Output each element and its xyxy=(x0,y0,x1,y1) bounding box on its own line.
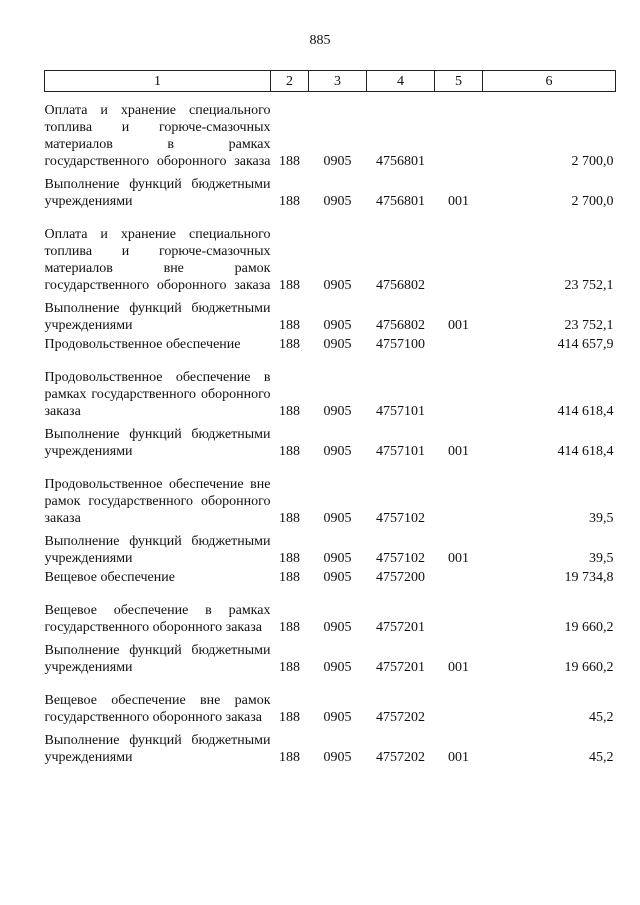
row-col-5 xyxy=(435,567,483,586)
row-name: Вещевое обеспечение в рамках государственного оборонного заказа xyxy=(44,603,271,635)
row-col-3: 0905 xyxy=(323,620,352,635)
row-col-6: 39,5 xyxy=(589,511,614,526)
page-number: 885 xyxy=(309,33,331,48)
row-col-2: 188 xyxy=(279,620,300,635)
row-col-3: 0905 xyxy=(323,154,352,169)
row-col-2: 188 xyxy=(279,337,300,352)
header-col-3: 3 xyxy=(309,71,367,92)
row-col-2: 188 xyxy=(279,551,300,566)
row-col-4: 4756802 xyxy=(376,278,425,293)
header-col-5: 5 xyxy=(435,71,483,92)
row-col-3: 0905 xyxy=(323,570,352,585)
table-row xyxy=(45,334,616,353)
table-row xyxy=(45,294,616,334)
row-name: Выполнение функций бюджетными учреждениями xyxy=(44,301,271,333)
row-col-2: 188 xyxy=(279,750,300,765)
row-name: Выполнение функций бюджетными учреждениями xyxy=(44,534,271,566)
header-row xyxy=(45,71,616,92)
row-col-5 xyxy=(435,353,483,420)
row-col-4: 4757101 xyxy=(376,404,425,419)
row-col-3: 0905 xyxy=(323,404,352,419)
row-col-3: 0905 xyxy=(323,444,352,459)
row-col-3: 0905 xyxy=(323,318,352,333)
table-row xyxy=(45,726,616,766)
row-col-3: 0905 xyxy=(323,710,352,725)
row-col-6: 45,2 xyxy=(589,710,614,725)
row-col-5 xyxy=(435,92,483,171)
row-name: Выполнение функций бюджетными учреждениями xyxy=(44,733,271,765)
row-col-4: 4757202 xyxy=(376,750,425,765)
row-col-3: 0905 xyxy=(323,278,352,293)
row-col-3: 0905 xyxy=(323,511,352,526)
row-col-2: 188 xyxy=(279,511,300,526)
row-col-4: 4757202 xyxy=(376,710,425,725)
table-row xyxy=(45,420,616,460)
row-name: Продовольственное обеспечение xyxy=(44,337,241,352)
row-col-6: 39,5 xyxy=(589,551,614,566)
row-col-3: 0905 xyxy=(323,337,352,352)
row-col-2: 188 xyxy=(279,154,300,169)
table-row xyxy=(45,527,616,567)
row-name: Оплата и хранение специального топлива и горюче-смазочных материалов в рамках государственного оборонного заказа xyxy=(44,103,271,169)
row-col-5 xyxy=(435,334,483,353)
row-col-6: 23 752,1 xyxy=(564,318,614,333)
budget-table xyxy=(44,70,616,766)
row-name: Выполнение функций бюджетными учреждениями xyxy=(44,427,271,459)
row-col-6: 2 700,0 xyxy=(571,154,614,169)
row-col-2: 188 xyxy=(279,660,300,675)
header-col-2: 2 xyxy=(271,71,309,92)
row-col-2: 188 xyxy=(279,570,300,585)
row-col-4: 4756801 xyxy=(376,194,425,209)
row-col-4: 4757201 xyxy=(376,660,425,675)
row-col-2: 188 xyxy=(279,278,300,293)
row-col-4: 4756802 xyxy=(376,318,425,333)
row-col-3: 0905 xyxy=(323,660,352,675)
row-col-6: 19 660,2 xyxy=(564,620,614,635)
row-name: Продовольственное обеспечение вне рамок государственного оборонного заказа xyxy=(44,477,271,526)
row-col-6: 414 618,4 xyxy=(557,404,614,419)
row-name: Оплата и хранение специального топлива и горюче-смазочных материалов вне рамок государственного оборонного заказа xyxy=(44,227,271,293)
header-col-1: 1 xyxy=(45,71,271,92)
row-col-6: 23 752,1 xyxy=(564,278,614,293)
row-col-5 xyxy=(435,460,483,527)
header-col-4: 4 xyxy=(367,71,435,92)
row-col-3: 0905 xyxy=(323,750,352,765)
row-name: Продовольственное обеспечение в рамках государственного оборонного заказа xyxy=(44,370,271,419)
row-col-6: 19 660,2 xyxy=(564,660,614,675)
row-col-6: 414 618,4 xyxy=(557,444,614,459)
table-row xyxy=(45,170,616,210)
row-col-5: 001 xyxy=(448,551,469,566)
row-col-4: 4757200 xyxy=(376,570,425,585)
row-col-4: 4757201 xyxy=(376,620,425,635)
row-col-4: 4757102 xyxy=(376,511,425,526)
row-col-5: 001 xyxy=(448,444,469,459)
row-col-6: 45,2 xyxy=(589,750,614,765)
row-col-2: 188 xyxy=(279,194,300,209)
row-col-5: 001 xyxy=(448,318,469,333)
table-row xyxy=(45,676,616,726)
row-col-2: 188 xyxy=(279,710,300,725)
row-name: Вещевое обеспечение вне рамок государственного оборонного заказа xyxy=(44,693,271,725)
table-row xyxy=(45,586,616,636)
row-col-6: 414 657,9 xyxy=(557,337,614,352)
header-col-6: 6 xyxy=(483,71,616,92)
row-col-5 xyxy=(435,210,483,294)
row-col-2: 188 xyxy=(279,318,300,333)
table-row xyxy=(45,210,616,294)
row-col-2: 188 xyxy=(279,444,300,459)
row-col-4: 4756801 xyxy=(376,154,425,169)
table-row xyxy=(45,92,616,171)
row-name: Выполнение функций бюджетными учреждениями xyxy=(44,643,271,675)
row-col-5: 001 xyxy=(448,660,469,675)
row-col-3: 0905 xyxy=(323,194,352,209)
table-row xyxy=(45,636,616,676)
row-col-5: 001 xyxy=(448,750,469,765)
row-col-5 xyxy=(435,676,483,726)
row-col-6: 2 700,0 xyxy=(571,194,614,209)
table-row xyxy=(45,353,616,420)
row-name: Вещевое обеспечение xyxy=(44,570,175,585)
row-col-5 xyxy=(435,586,483,636)
row-col-3: 0905 xyxy=(323,551,352,566)
row-col-2: 188 xyxy=(279,404,300,419)
table-row xyxy=(45,460,616,527)
row-col-4: 4757100 xyxy=(376,337,425,352)
row-name: Выполнение функций бюджетными учреждениями xyxy=(44,177,271,209)
table-row xyxy=(45,567,616,586)
row-col-5: 001 xyxy=(448,194,469,209)
row-col-4: 4757101 xyxy=(376,444,425,459)
row-col-4: 4757102 xyxy=(376,551,425,566)
row-col-6: 19 734,8 xyxy=(564,570,614,585)
